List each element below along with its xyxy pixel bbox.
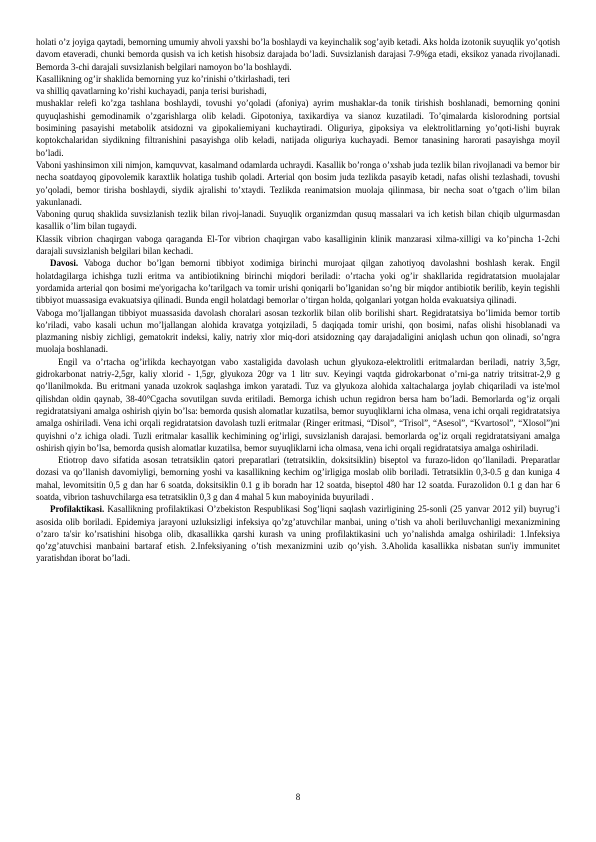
paragraph-prophylaxis bbox=[36, 503, 560, 564]
paragraph-rehydration: Engil va o’rtacha og’irlikda kechayotgan vabo xastaligida davolash uchun glyukoza-elektrolitli eritmalardan beriladi, natriy 3,5gr, gidrokarbonat natriy-2,5gr, kaliy xlorid - 1,5gr, glyukoza 20gr va 1 litr suv. Keyingi vaqtda gidrokarbonat o’rni-ga natriy tritsitrat-2,9 g qo’llanilmokda. Bu eritmani yanada uzokrok saqlashga imkon yaratadi. Tuz va glyukoza alohida xaltachalarga joylab chiqariladi va iste'mol qilishdan oldin qaynab, 38-40°Cgacha sovutilgan suvda eritiladi. Bemorga ichish uchun regidron bersa ham bo’ladi. Bemorlarda og’iz orqali regidratatsiyani amalga oshirish qiyin bo’lsa: bemorda qusish alomatlar kuzatilsa, bemor suyuqliklarni icha olmasa, vena ichi orqali regidratatsiya amalga oshiriladi. Vena ichi orqali regidratatsion davolash tuzli eritmalar (Ringer eritmasi, “Disol”, “Trisol”, “Asesol”, “Kvartosol”, “Xlosol”)ni quyishni o’z ichiga oladi. Tuzli eritmalar kasallik kechimining og’irligi, suvsizlanish darajasi. bemorlarda og’iz orqali regidratatsiyani amalga oshirish qiyin bo’lsa, bemorda qusish alomatlar kuzatilsa, bemor suyuqliklarni icha olmasa, vena ichi orqali regidratatsiya amalga oshiriladi. bbox=[36, 356, 560, 453]
paragraph-continuation: holati o’z joyiga qaytadi, bemorning umumiy ahvoli yaxshi bo’la boshlaydi va keyinchalik sog’ayib ketadi. Aks holda izotonik suyuqlik yo’qotish davom etaveradi, chunki bemorda qusish va ich ketish hisobsiz darajada bo’ladi. Suvsizlanish darajasi 7-9%ga etadi, eksikoz yanada rivojlanadi. Bemorda 3-chi darajali suvsizlanish belgilari namoyon bo’la boshlaydi. bbox=[36, 37, 560, 72]
paragraph-hospital-treatment: Vaboga mo’ljallangan tibbiyot muassasida davolash choralari asosan tezkorlik bilan olib borilishi shart. Regidratatsiya bo’limida bemor tortib ko’riladi, vabo kasali uchun mo’ljallangan alohida kravatga yotqiziladi, 5 daqiqada tomir urishi, qon bosimi, nafas olishi hisoblanadi va plazmaning nisbiy zichligi, gematokrit indeksi, kaliy, natriy xlor miq-dori atsidozning qay darajadaligini aniqlash uchun qon olinadi, so’ngra muolaja boshlanadi. bbox=[36, 307, 560, 355]
paragraph-dry-form: Vaboning quruq shaklida suvsizlanish tezlik bilan rivoj-lanadi. Suyuqlik organizmdan qusuq massalari va ich ketish bilan chiqib ulgurmasdan kasallik o’lim bilan tugaydi. bbox=[36, 209, 560, 232]
page-number: 8 bbox=[295, 792, 301, 802]
paragraph-prophylaxis-text: Kasallikning profilaktikasi O’zbekiston Respublikasi Sog’liqni saqlash vazirligining 25-sonli (25 yanvar 2012 yil) buyrug’i asosida olib boriladi. Epidemiya jarayoni uzluksizligi infeksiya qo’zg’atuvchilar manbai, uning o’tish va aholi beriluvchanligi mexanizmining o’zaro ta'sir ko’rsatishini hisobga olib, dkasallikka qarshi kurash va uning profilaktikasini uch yo’nalishda amalga oshiriladi: 1.Infeksiya qo’zg’atuvchisi manbaini bartaraf etish. 2.Infeksiyaning o’tish mexanizmini uzib qo’yish. 3.Aholida kasallikka nisbatan sun'iy immunitet yaratishdan iborat bo’ladi. bbox=[36, 504, 560, 564]
paragraph-etiotropic: Etiotrop davo sifatida asosan tetratsiklin qatori preparatlari (tetratsiklin, doksitsiklin) biseptol va furazo-lidon qo’llaniladi. Preparatlar dozasi va qo’llanish davomiyligi, bemorning yoshi va kasallikning kechim og’irligiga moslab olib boriladi. Tetratsiklin 0,3-0.5 g dan kuniga 4 mahal, levomitsitin 0,5 g dan har 6 soatda, doksitsiklin 0.1 g ib boradn har 12 soatda, biseptol 480 har 12 soatda. Furazolidon 0.1 g dan har 6 soatda, vibrion tashuvchilarga esa tetratsiklin 0,3 g dan 4 mahal 5 kun maboyinida buyuriladi . bbox=[36, 455, 560, 502]
section-heading-prophylaxis: Profilaktikasi. bbox=[50, 504, 105, 515]
paragraph-treatment-text: Vaboga duchor bo’lgan bemorni tibbiyot xodimiga birinchi murojaat qilgan zahotiyoq davolashni boshlash kerak. Engil holatdagilarga ichishga tuzli eritma va antibiotikning birinchi miqdori beriladi: o’rtacha yoki og’ir shakllarida regidratatsion muolajalar yordamida arterial qon bosimi me'yorigacha ko’tarilgach va tomir urishi qoniqarli bo’lganidan so’ng bir miqdor antibiotik berilib, keyin tegishli tibbiyot muassasiga evakuatsiya qilinadi. Bunda engil holatdagi bemorlar o’tirgan holda, qolganlari yotgan holda evakuatsiya qilinadi. bbox=[36, 258, 560, 306]
paragraph-severe-form-body: mushaklar relefi ko’zga tashlana boshlaydi, tovushi yo’qoladi (afoniya) ayrim mushaklar-da tonik tirishish boshlanadi, bemorning qonini quyuqlashishi gemodinamik o’zgarishlarga olib keladi. Gipotoniya, taxikardiya va sianoz kuzatiladi. To’qimalarda kislorodning portsial bosimining pasayishi metabolik atsidozni va gipokaliemiyani kuchaytiradi. Oliguriya, gipoksiya va elektrolitlarning yo’qoti-lishi buyrak koptokchalaridan siydikning filtranishini pasayishga olib keladi, natijada oliguriya kuchayadi. Bemor tanasining harorati pasayishga moyil bo’ladi. bbox=[36, 98, 560, 158]
paragraph-severe-form-line1: Kasallikning og’ir shaklida bemorning yuz ko’rinishi o’tkirlashadi, teri bbox=[36, 73, 291, 84]
paragraph-treatment bbox=[36, 257, 560, 306]
paragraph-severe-form-line2: va shilliq qavatlarning ko’rishi kuchayadi, panja terisi burishadi, bbox=[36, 86, 267, 97]
paragraph-el-tor: Klassik vibrion chaqirgan vaboga qaraganda El-Tor vibrion chaqirgan vabo kasalliginin klinik manzarasi xilma-xilligi va ko’pincha 1-2chi darajali suvsizlanish belgilari bilan kechadi. bbox=[36, 233, 560, 257]
paragraph-fulminant-form: Vaboni yashinsimon xili nimjon, kamquvvat, kasalmand odamlarda uchraydi. Kasallik bo’ronga o’xshab juda tezlik bilan rivojlanadi va bemor bir necha soatdayoq gipovolemik karaxtlik holatiga tushib qoladi. Arterial qon bosim juda tezlikda pasayib ketadi, nafas olishi tezlashadi, tovushi yo’qoladi, bemor tirisha boshlaydi, siydik ajralishi to’xtaydi. Tezlikda reanimatsion muolaja qilinmasa, bir necha soat o’tgach o’lim bilan yakunlanadi. bbox=[36, 159, 560, 207]
section-heading-treatment: Davosi. bbox=[50, 258, 79, 269]
